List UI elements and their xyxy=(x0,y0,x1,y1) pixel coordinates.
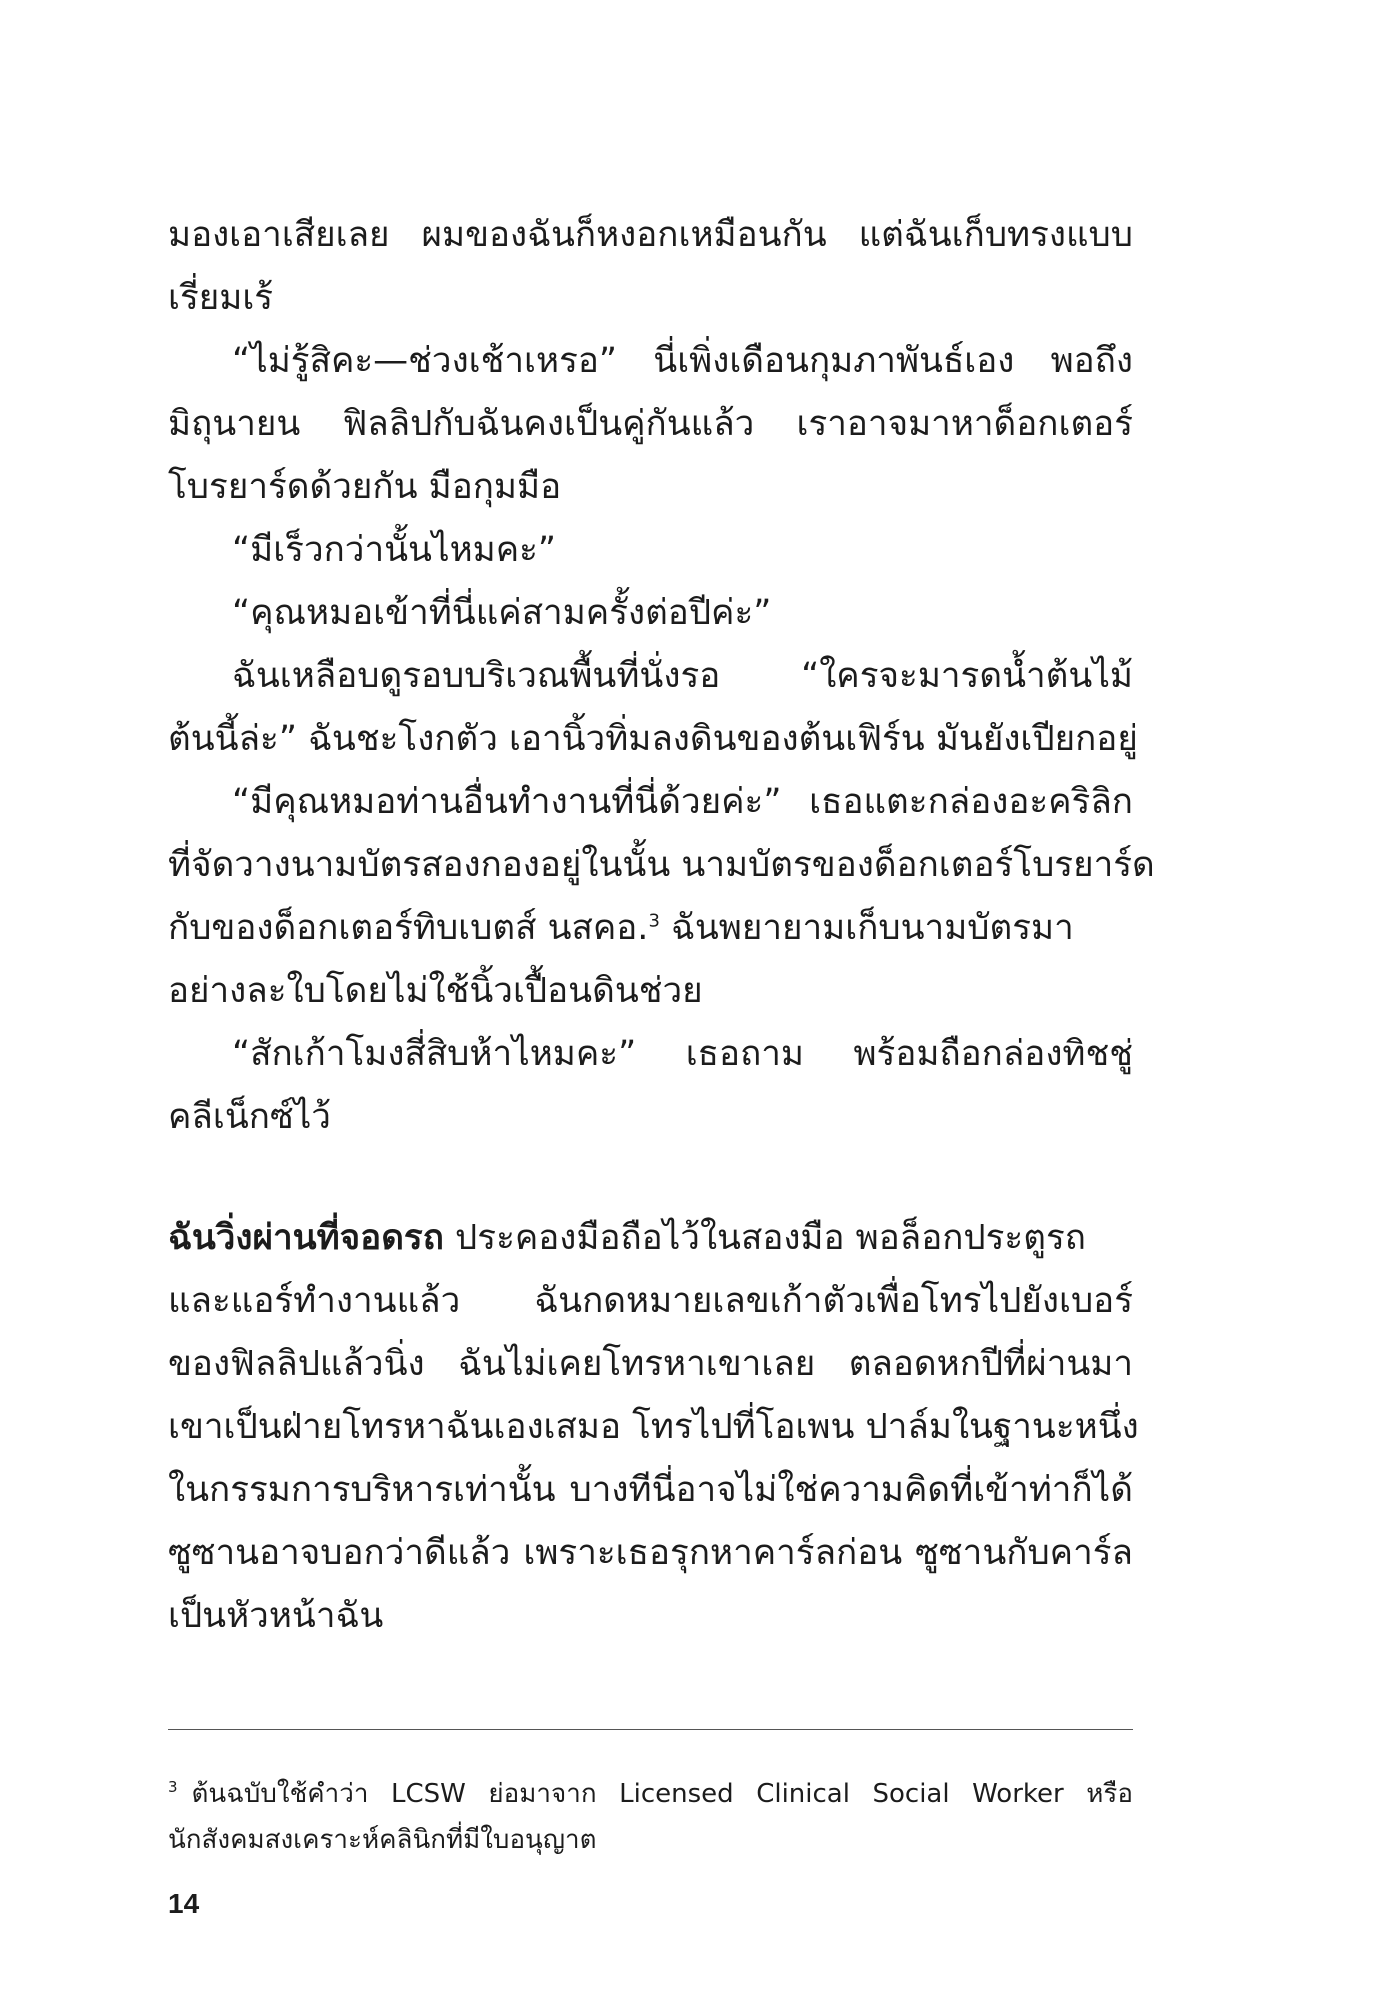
body-line: เรี่ยมเร้ xyxy=(168,278,274,318)
footnote-text: ต้นฉบับใช้คำว่า LCSW ย่อมาจาก Licensed Clinical Social Worker หรือ xyxy=(191,1779,1133,1809)
body-line: และแอร์ทำงานแล้ว ฉันกดหมายเลขเก้าตัวเพื่อโทรไปยังเบอร์ xyxy=(168,1281,1133,1321)
body-line: ในกรรมการบริหารเท่านั้น บางทีนี่อาจไม่ใช่ความคิดที่เข้าท่าก็ได้ xyxy=(168,1470,1133,1510)
body-text: ประคองมือถือไว้ในสองมือ พอล็อกประตูรถ xyxy=(443,1218,1086,1258)
body-line: มองเอาเสียเลย ผมของฉันก็หงอกเหมือนกัน แต่ฉันเก็บทรงแบบ xyxy=(168,215,1133,255)
body-line: “มีเร็วกว่านั้นไหมคะ” xyxy=(232,530,557,570)
body-line: ต้นนี้ล่ะ” ฉันชะโงกตัว เอานิ้วทิ่มลงดินของต้นเฟิร์น มันยังเปียกอยู่ xyxy=(168,719,1138,759)
body-line: โบรยาร์ดด้วยกัน มือกุมมือ xyxy=(168,467,562,507)
footnote-line: นักสังคมสงเคราะห์คลินิกที่มีใบอนุญาต xyxy=(168,1825,597,1855)
body-line: เป็นหัวหน้าฉัน xyxy=(168,1596,384,1636)
body-line: “สักเก้าโมงสี่สิบห้าไหมคะ” เธอถาม พร้อมถือกล่องทิชชู่ xyxy=(232,1034,1133,1074)
body-line xyxy=(168,898,1133,958)
body-text: ฉันพยายามเก็บนามบัตรมา xyxy=(659,908,1074,948)
body-line: “มีคุณหมอท่านอื่นทำงานที่นี่ด้วยค่ะ” เธอแตะกล่องอะคริลิก xyxy=(232,782,1133,822)
body-line: ที่จัดวางนามบัตรสองกองอยู่ในนั้น นามบัตรของด็อกเตอร์โบรยาร์ด xyxy=(168,845,1155,885)
footnote-marker: 3 xyxy=(168,1778,178,1797)
body-line: คลีเน็กซ์ไว้ xyxy=(168,1097,331,1137)
footnote-divider xyxy=(168,1729,1133,1730)
body-line: ของฟิลลิปแล้วนิ่ง ฉันไม่เคยโทรหาเขาเลย ตลอดหกปีที่ผ่านมา xyxy=(168,1344,1133,1384)
section-lead-in: ฉันวิ่งผ่านที่จอดรถ xyxy=(168,1218,444,1258)
body-line: มิถุนายน ฟิลลิปกับฉันคงเป็นคู่กันแล้ว เราอาจมาหาด็อกเตอร์ xyxy=(168,404,1133,444)
footnote-reference[interactable]: 3 xyxy=(648,910,660,932)
body-line: “คุณหมอเข้าที่นี่แค่สามครั้งต่อปีค่ะ” xyxy=(232,593,772,633)
body-line: อย่างละใบโดยไม่ใช้นิ้วเปื้อนดินช่วย xyxy=(168,971,703,1011)
body-line xyxy=(168,1208,1133,1268)
body-line: “ไม่รู้สิคะ—ช่วงเช้าเหรอ” นี่เพิ่งเดือนกุมภาพันธ์เอง พอถึง xyxy=(232,341,1133,381)
body-line: เขาเป็นฝ่ายโทรหาฉันเองเสมอ โทรไปที่โอเพน ปาล์มในฐานะหนึ่ง xyxy=(168,1407,1139,1447)
body-text: กับของด็อกเตอร์ทิบเบตส์ นสคอ. xyxy=(168,908,649,948)
body-line: ซูซานอาจบอกว่าดีแล้ว เพราะเธอรุกหาคาร์ลก่อน ซูซานกับคาร์ล xyxy=(168,1533,1133,1573)
page-number: 14 xyxy=(168,1888,200,1919)
footnote-line xyxy=(168,1772,1133,1816)
body-line: ฉันเหลือบดูรอบบริเวณพื้นที่นั่งรอ “ใครจะมารดน้ำต้นไม้ xyxy=(232,656,1133,696)
